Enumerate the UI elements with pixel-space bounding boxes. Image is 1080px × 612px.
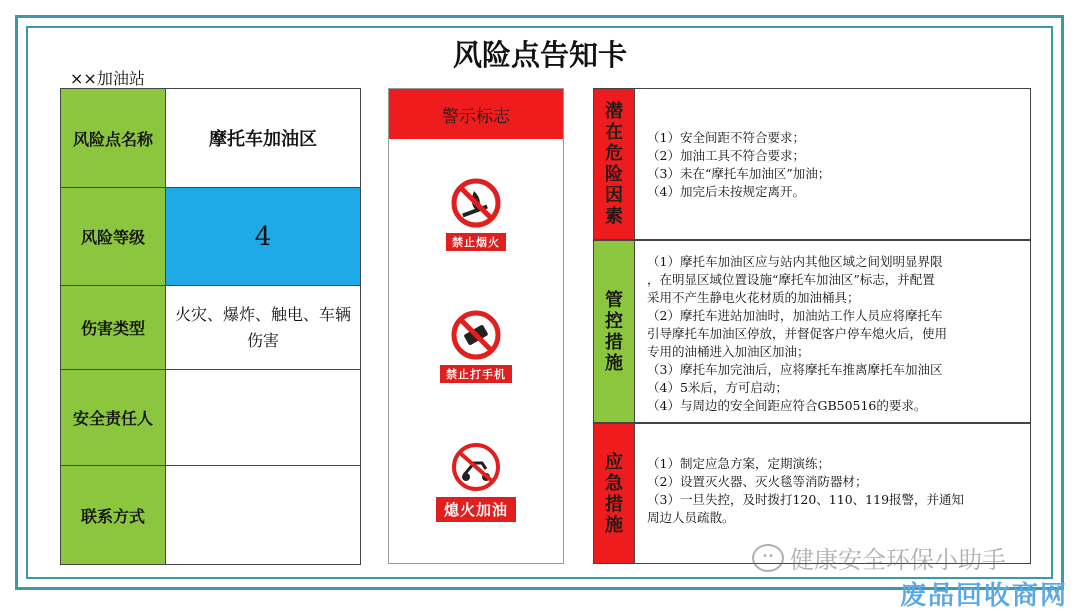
safety-officer-label: 安全责任人	[61, 370, 166, 466]
risk-level-value: 4	[166, 188, 361, 286]
controls-content	[635, 240, 1031, 423]
risk-point-name-value: 摩托车加油区	[166, 89, 361, 188]
list-item: （4）与周边的安全间距应符合GB50516的要求。	[647, 397, 927, 413]
emergency-title: 应急措施	[593, 423, 635, 564]
list-item: ，在明显区域位置设施“摩托车加油区”标志，并配置	[647, 271, 935, 287]
list-item: 周边人员疏散。	[647, 510, 735, 525]
list-item: （4）加完后未按规定离开。	[647, 184, 805, 199]
list-item: （3）一旦失控，及时拨打120、110、119报警，并通知	[647, 492, 965, 507]
hazards-section	[593, 88, 1031, 240]
list-item: （2）设置灭火器、灭火毯等消防器材；	[647, 474, 868, 489]
table-row	[61, 188, 361, 286]
injury-type-label: 伤害类型	[61, 286, 166, 370]
sign-no-phone	[389, 309, 563, 383]
list-item: （1）摩托车加油区应与站内其他区域之间划明显界限	[647, 253, 943, 269]
watermark-site: 废品回收商网	[900, 581, 1069, 611]
no-fire-icon	[450, 177, 502, 229]
sign-engine-off-refuel	[389, 441, 563, 522]
risk-point-name-label: 风险点名称	[61, 89, 166, 188]
contact-label: 联系方式	[61, 466, 166, 565]
sign-no-fire	[389, 177, 563, 251]
contact-value	[166, 466, 361, 565]
hazards-content	[635, 88, 1031, 240]
risk-level-label: 风险等级	[61, 188, 166, 286]
sign-label-engine-off-refuel: 熄火加油	[436, 497, 516, 522]
list-item: 采用不产生静电火花材质的加油桶具；	[647, 289, 860, 305]
list-item: （3）未在“摩托车加油区”加油；	[647, 166, 831, 181]
safety-officer-value	[166, 370, 361, 466]
hazards-title: 潜在危险因素	[593, 88, 635, 240]
watermark-text: 健康安全环保小助手	[790, 546, 1006, 574]
info-table	[60, 88, 361, 565]
list-item: （3）摩托车加完油后，应将摩托车推离摩托车加油区	[647, 361, 943, 377]
table-row	[61, 370, 361, 466]
injury-type-value: 火灾、爆炸、触电、车辆伤害	[166, 286, 361, 370]
warning-signs-panel	[388, 88, 564, 564]
watermark	[752, 540, 1006, 575]
wechat-icon: ••	[752, 544, 784, 572]
sign-label-no-phone: 禁止打手机	[440, 365, 512, 383]
measures-panel	[593, 88, 1031, 564]
warning-signs-title: 警示标志	[389, 89, 563, 139]
list-item: （2）摩托车进站加油时，加油站工作人员应将摩托车	[647, 307, 943, 323]
list-item: （1）制定应急方案，定期演练；	[647, 456, 830, 471]
list-item: （1）安全间距不符合要求；	[647, 130, 805, 145]
list-item: （4）5米后，方可启动；	[647, 379, 788, 395]
list-item: （2）加油工具不符合要求；	[647, 148, 805, 163]
card-title: 风险点告知卡	[452, 38, 627, 72]
list-item: 引导摩托车加油区停放，并督促客户停车熄火后，使用	[647, 325, 948, 341]
table-row	[61, 89, 361, 188]
station-name: ××加油站	[70, 69, 145, 88]
engine-off-refuel-icon	[444, 441, 508, 493]
sign-label-no-fire: 禁止烟火	[446, 233, 506, 251]
table-row	[61, 466, 361, 565]
no-phone-icon	[450, 309, 502, 361]
table-row	[61, 286, 361, 370]
list-item: 专用的油桶进入加油区加油；	[647, 343, 810, 359]
controls-section	[593, 240, 1031, 423]
controls-title: 管控措施	[593, 240, 635, 423]
